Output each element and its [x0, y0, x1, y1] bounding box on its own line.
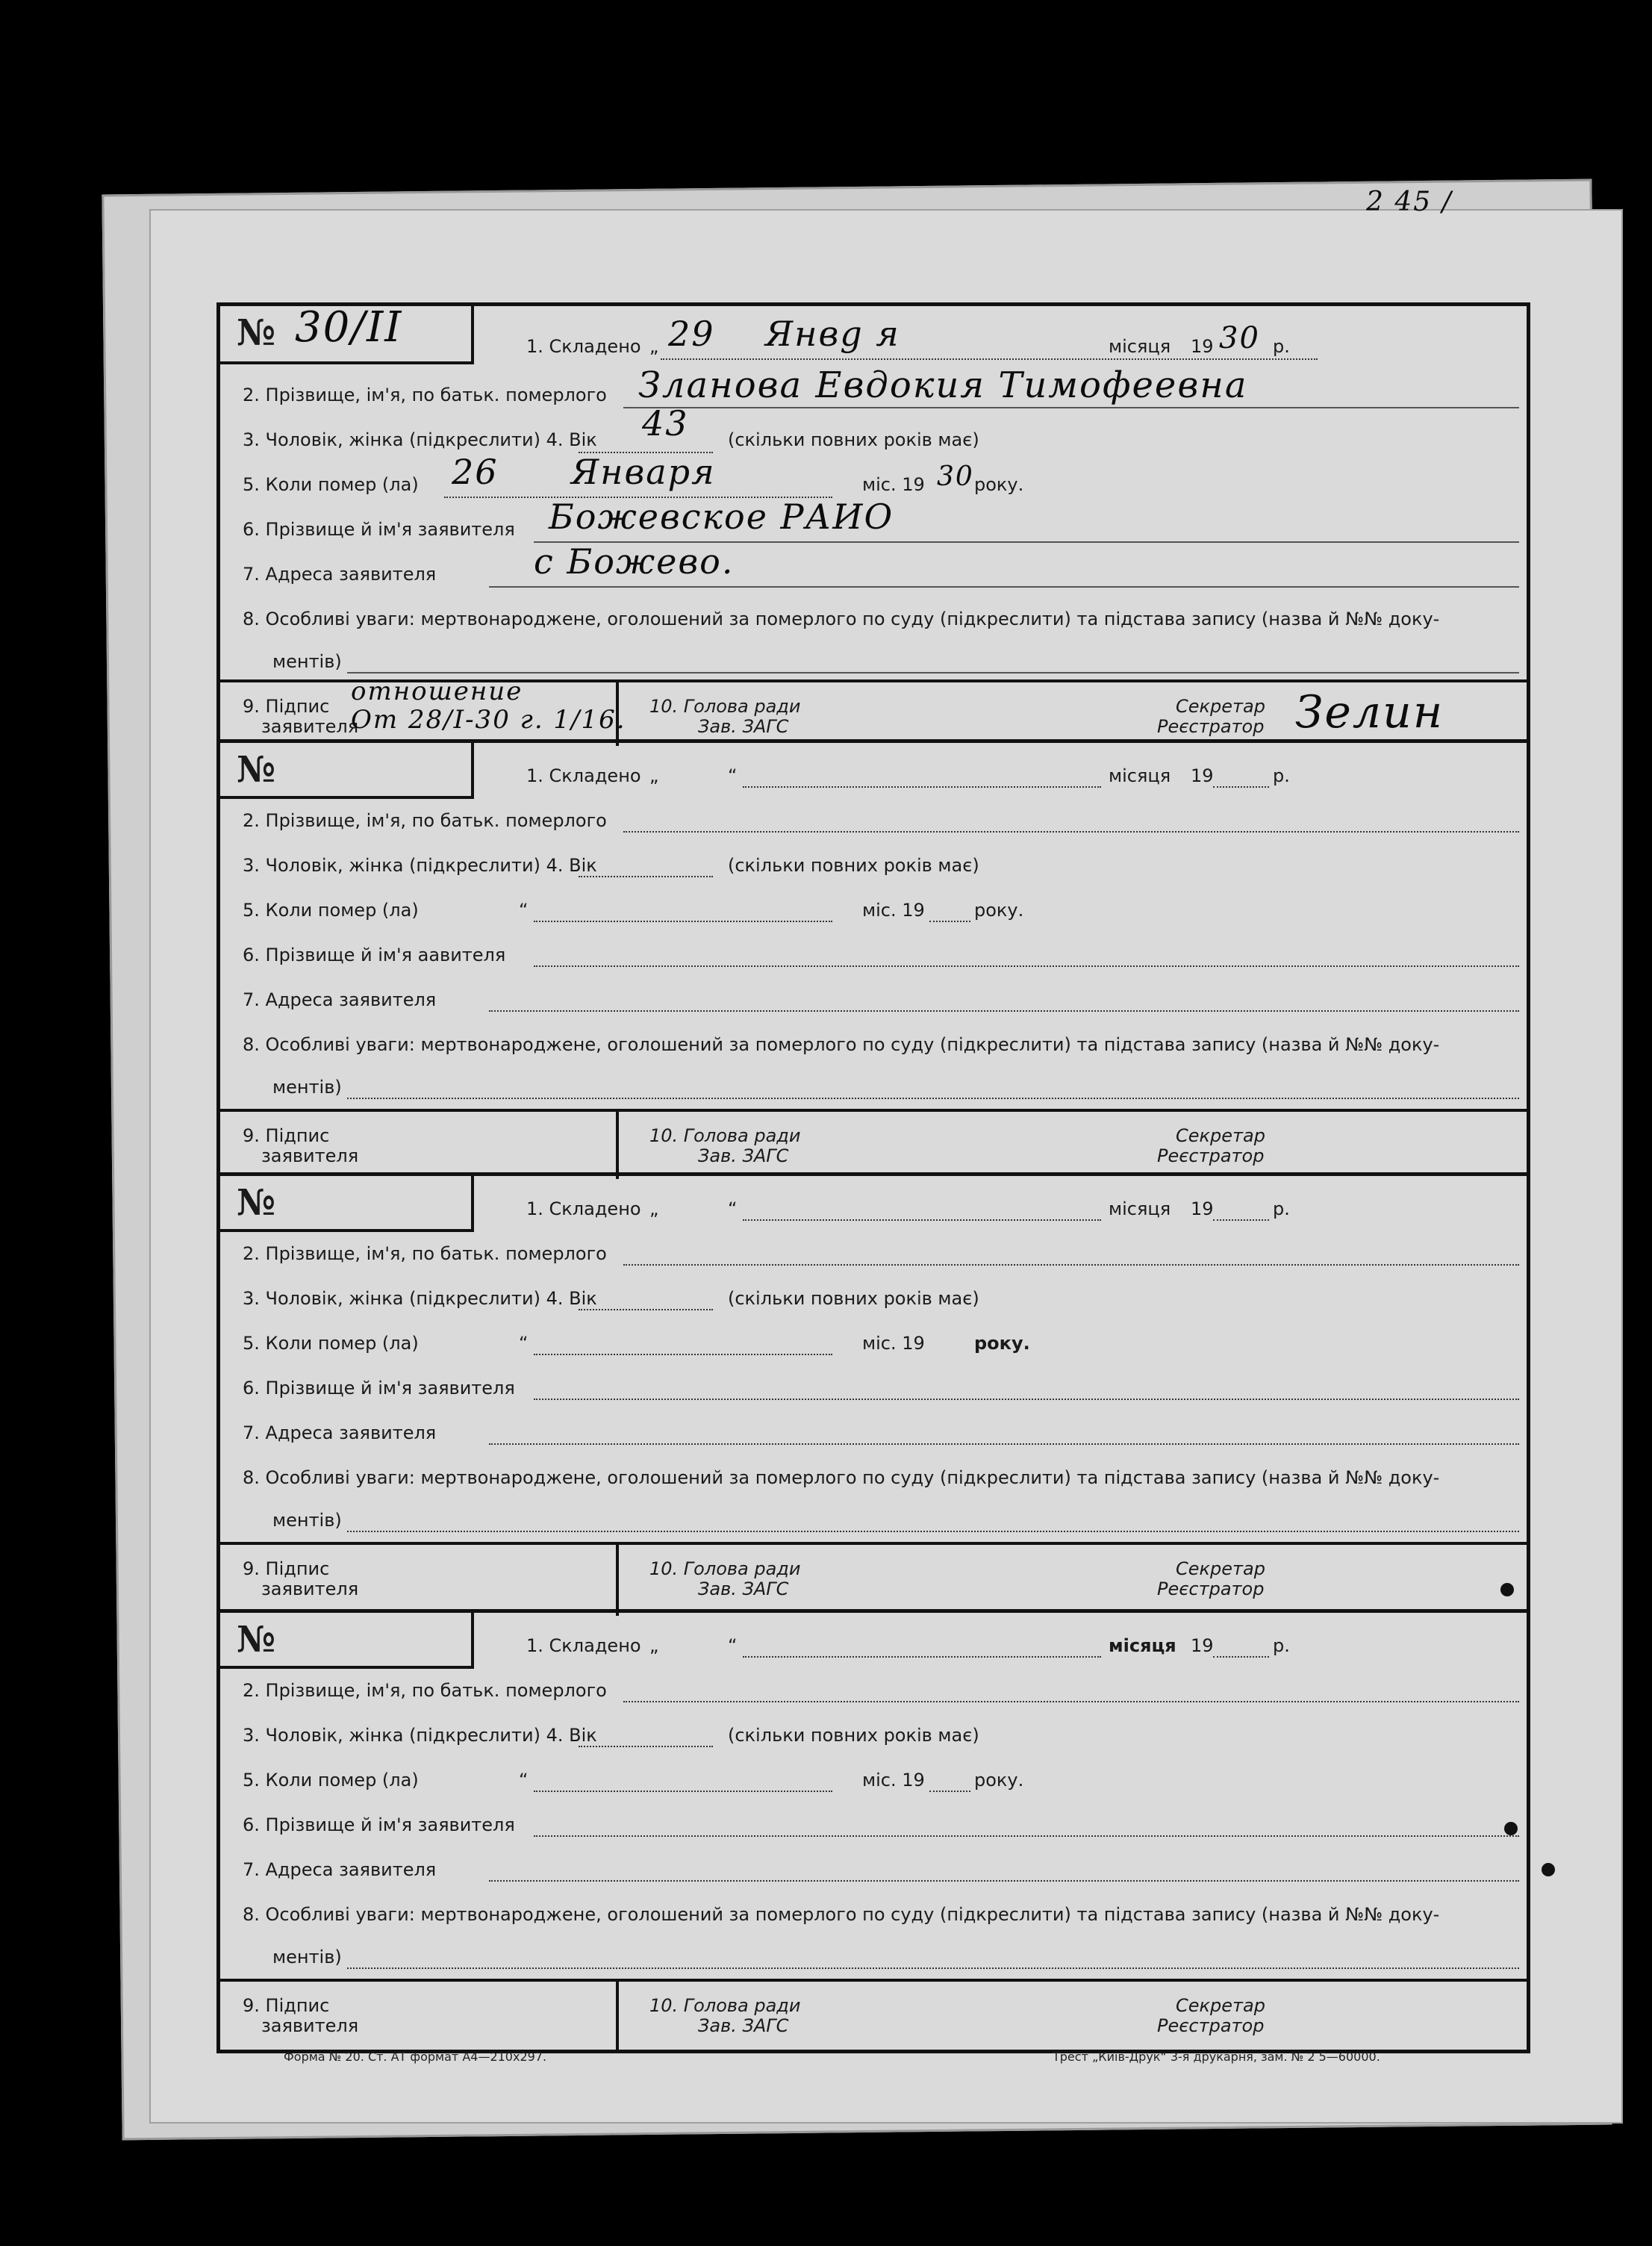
item3-tail: (скільки повних років має) — [728, 855, 979, 876]
close-quote: “ — [728, 1198, 738, 1219]
item5-label: 5. Коли помер (ла) — [243, 1333, 419, 1354]
month-label: місяця — [1109, 336, 1171, 357]
record1-death-day: 26 — [452, 452, 499, 492]
record-3 — [220, 1176, 1527, 1613]
record-number-box — [220, 743, 474, 799]
record1-day: 29 — [668, 314, 715, 354]
close-quote: “ — [728, 765, 738, 786]
record1-applicant-sig-1: отношение — [351, 676, 523, 706]
item5-mis: міс. 19 — [862, 1333, 925, 1354]
item9-label-b: заявителя — [261, 1578, 359, 1599]
item10-label-b: Зав. ЗАГС — [698, 716, 789, 737]
item8-label: 8. Особливі уваги: мертвонароджене, оголошений за померлого по суду (підкреслити) та підстава запису (назва й №№ доку- — [243, 1034, 1440, 1055]
record1-month: Янвg я — [765, 314, 900, 354]
item9-label-b: заявителя — [261, 716, 359, 737]
item8-cont: ментів) — [272, 1077, 342, 1098]
open-quote: „ — [649, 1635, 659, 1656]
item1-label: 1. Складено — [526, 1198, 641, 1219]
secretary-label: Секретар — [1176, 1125, 1265, 1146]
margin-mark — [1504, 1822, 1518, 1835]
record-4 — [220, 1613, 1527, 2050]
record1-age: 43 — [642, 403, 689, 444]
item10-label-b: Зав. ЗАГС — [698, 2015, 789, 2036]
item7-label: 7. Адреса заявителя — [243, 564, 437, 585]
item2-label: 2. Прізвище, ім'я, по батьк. померлого — [243, 1243, 607, 1264]
item8-label: 8. Особливі уваги: мертвонароджене, оголошений за померлого по суду (підкреслити) та підстава запису (назва й №№ доку- — [243, 1467, 1440, 1488]
close-quote: “ — [519, 1333, 529, 1354]
signature-row — [220, 1109, 1527, 1176]
record1-year: 30 — [1219, 321, 1260, 355]
item6-label: 6. Прізвище й ім'я заявителя — [243, 1378, 515, 1399]
item3-tail: (скільки повних років має) — [728, 1725, 979, 1746]
item5-tail: року. — [974, 1770, 1024, 1791]
record-number-box — [220, 303, 474, 364]
item2-label: 2. Прізвище, ім'я, по батьк. померлого — [243, 1680, 607, 1701]
registrar-label: Реєстратор — [1157, 1578, 1265, 1599]
record1-death-year: 30 — [937, 461, 974, 492]
record-2 — [220, 743, 1527, 1176]
record1-applicant-sig-2: От 28/I-30 г. 1/16. — [351, 705, 626, 735]
form-footer-left: Форма № 20. Ст. АТ формат А4—210х297. — [284, 2050, 547, 2064]
record1-death-month: Января — [571, 452, 716, 492]
item9-label-a: 9. Підпис — [243, 1125, 330, 1146]
year-suffix: р. — [1273, 1635, 1290, 1656]
item9-label-b: заявителя — [261, 2015, 359, 2036]
signature-row — [220, 676, 1527, 743]
form-footer-right: Трест „Київ-Друк“ 3-я друкарня, зам. № 2 5—60000. — [1053, 2050, 1380, 2064]
signature-row — [220, 1979, 1527, 2050]
record1-address: с Божево. — [534, 541, 735, 582]
item8-label: 8. Особливі уваги: мертвонароджене, оголошений за померлого по суду (підкреслити) та підстава запису (назва й №№ доку- — [243, 1904, 1440, 1925]
month-label: місяця — [1109, 1635, 1176, 1656]
open-quote: „ — [649, 1198, 659, 1219]
record-number-box — [220, 1613, 474, 1669]
item7-label: 7. Адреса заявителя — [243, 1859, 437, 1880]
year-suffix: р. — [1273, 1198, 1290, 1219]
item9-label-b: заявителя — [261, 1145, 359, 1166]
item5-label: 5. Коли помер (ла) — [243, 474, 419, 495]
record1-registrar-signature: Зелин — [1295, 686, 1444, 738]
number-sign: № — [237, 749, 276, 791]
item6-label: 6. Прізвище й ім'я заявителя — [243, 519, 515, 540]
signature-row — [220, 1542, 1527, 1613]
item2-label: 2. Прізвище, ім'я, по батьк. померлого — [243, 385, 607, 405]
item3-label: 3. Чоловік, жінка (підкреслити) 4. Вік — [243, 1288, 597, 1309]
year-prefix: 19 — [1191, 1635, 1214, 1656]
item1-label: 1. Складено — [526, 336, 641, 357]
item3-label: 3. Чоловік, жінка (підкреслити) 4. Вік — [243, 1725, 597, 1746]
record1-deceased: Зланова Евдокия Тимофеевна — [638, 364, 1248, 406]
item8-cont: ментів) — [272, 651, 342, 672]
year-prefix: 19 — [1191, 336, 1214, 357]
item9-label-a: 9. Підпис — [243, 696, 330, 717]
item5-label: 5. Коли помер (ла) — [243, 1770, 419, 1791]
close-quote: “ — [519, 1770, 529, 1791]
close-quote: “ — [519, 900, 529, 921]
record1-applicant: Божевское РАИО — [549, 497, 894, 537]
item6-label: 6. Прізвище й ім'я заявителя — [243, 1814, 515, 1835]
item3-label: 3. Чоловік, жінка (підкреслити) 4. Вік — [243, 429, 597, 450]
number-sign: № — [237, 1619, 276, 1661]
item9-label-a: 9. Підпис — [243, 1558, 330, 1579]
year-prefix: 19 — [1191, 1198, 1214, 1219]
item5-tail: року. — [974, 900, 1024, 921]
item10-label-a: 10. Голова ради — [649, 696, 801, 717]
item6-label: 6. Прізвище й ім'я аавителя — [243, 945, 506, 965]
close-quote: “ — [728, 1635, 738, 1656]
open-quote: „ — [649, 336, 659, 357]
item10-label-b: Зав. ЗАГС — [698, 1145, 789, 1166]
margin-mark — [1542, 1863, 1555, 1876]
open-quote: „ — [649, 765, 659, 786]
item1-label: 1. Складено — [526, 1635, 641, 1656]
item10-label-a: 10. Голова ради — [649, 1125, 801, 1146]
record-number-value: 30/II — [295, 303, 403, 352]
corner-archive-mark: 2 45 / — [1366, 187, 1453, 217]
registrar-label: Реєстратор — [1157, 716, 1265, 737]
item9-label-a: 9. Підпис — [243, 1995, 330, 2016]
secretary-label: Секретар — [1176, 1558, 1265, 1579]
item5-label: 5. Коли помер (ла) — [243, 900, 419, 921]
item5-tail: року. — [974, 474, 1024, 495]
item7-label: 7. Адреса заявителя — [243, 1422, 437, 1443]
item8-cont: ментів) — [272, 1510, 342, 1531]
month-label: місяця — [1109, 1198, 1171, 1219]
item2-label: 2. Прізвище, ім'я, по батьк. померлого — [243, 810, 607, 831]
record-number-box — [220, 1176, 474, 1232]
item8-label: 8. Особливі уваги: мертвонароджене, оголошений за померлого по суду (підкреслити) та підстава запису (назва й №№ доку- — [243, 609, 1440, 629]
number-sign: № — [237, 1182, 276, 1224]
year-prefix: 19 — [1191, 765, 1214, 786]
item10-label-b: Зав. ЗАГС — [698, 1578, 789, 1599]
item5-mis: міс. 19 — [862, 474, 925, 495]
item3-tail: (скільки повних років має) — [728, 429, 979, 450]
item3-label: 3. Чоловік, жінка (підкреслити) 4. Вік — [243, 855, 597, 876]
item10-label-a: 10. Голова ради — [649, 1995, 801, 2016]
item5-tail: року. — [974, 1333, 1030, 1354]
item8-cont: ментів) — [272, 1947, 342, 1967]
item5-mis: міс. 19 — [862, 1770, 925, 1791]
item3-tail: (скільки повних років має) — [728, 1288, 979, 1309]
month-label: місяця — [1109, 765, 1171, 786]
item10-label-a: 10. Голова ради — [649, 1558, 801, 1579]
secretary-label: Секретар — [1176, 696, 1265, 717]
registrar-label: Реєстратор — [1157, 2015, 1265, 2036]
number-sign: № — [237, 312, 276, 354]
item7-label: 7. Адреса заявителя — [243, 989, 437, 1010]
year-suffix: р. — [1273, 336, 1290, 357]
year-suffix: р. — [1273, 765, 1290, 786]
secretary-label: Секретар — [1176, 1995, 1265, 2016]
item5-mis: міс. 19 — [862, 900, 925, 921]
item1-label: 1. Складено — [526, 765, 641, 786]
margin-mark — [1500, 1583, 1514, 1596]
registrar-label: Реєстратор — [1157, 1145, 1265, 1166]
record-1 — [220, 303, 1527, 743]
death-register-frame — [216, 302, 1530, 2053]
